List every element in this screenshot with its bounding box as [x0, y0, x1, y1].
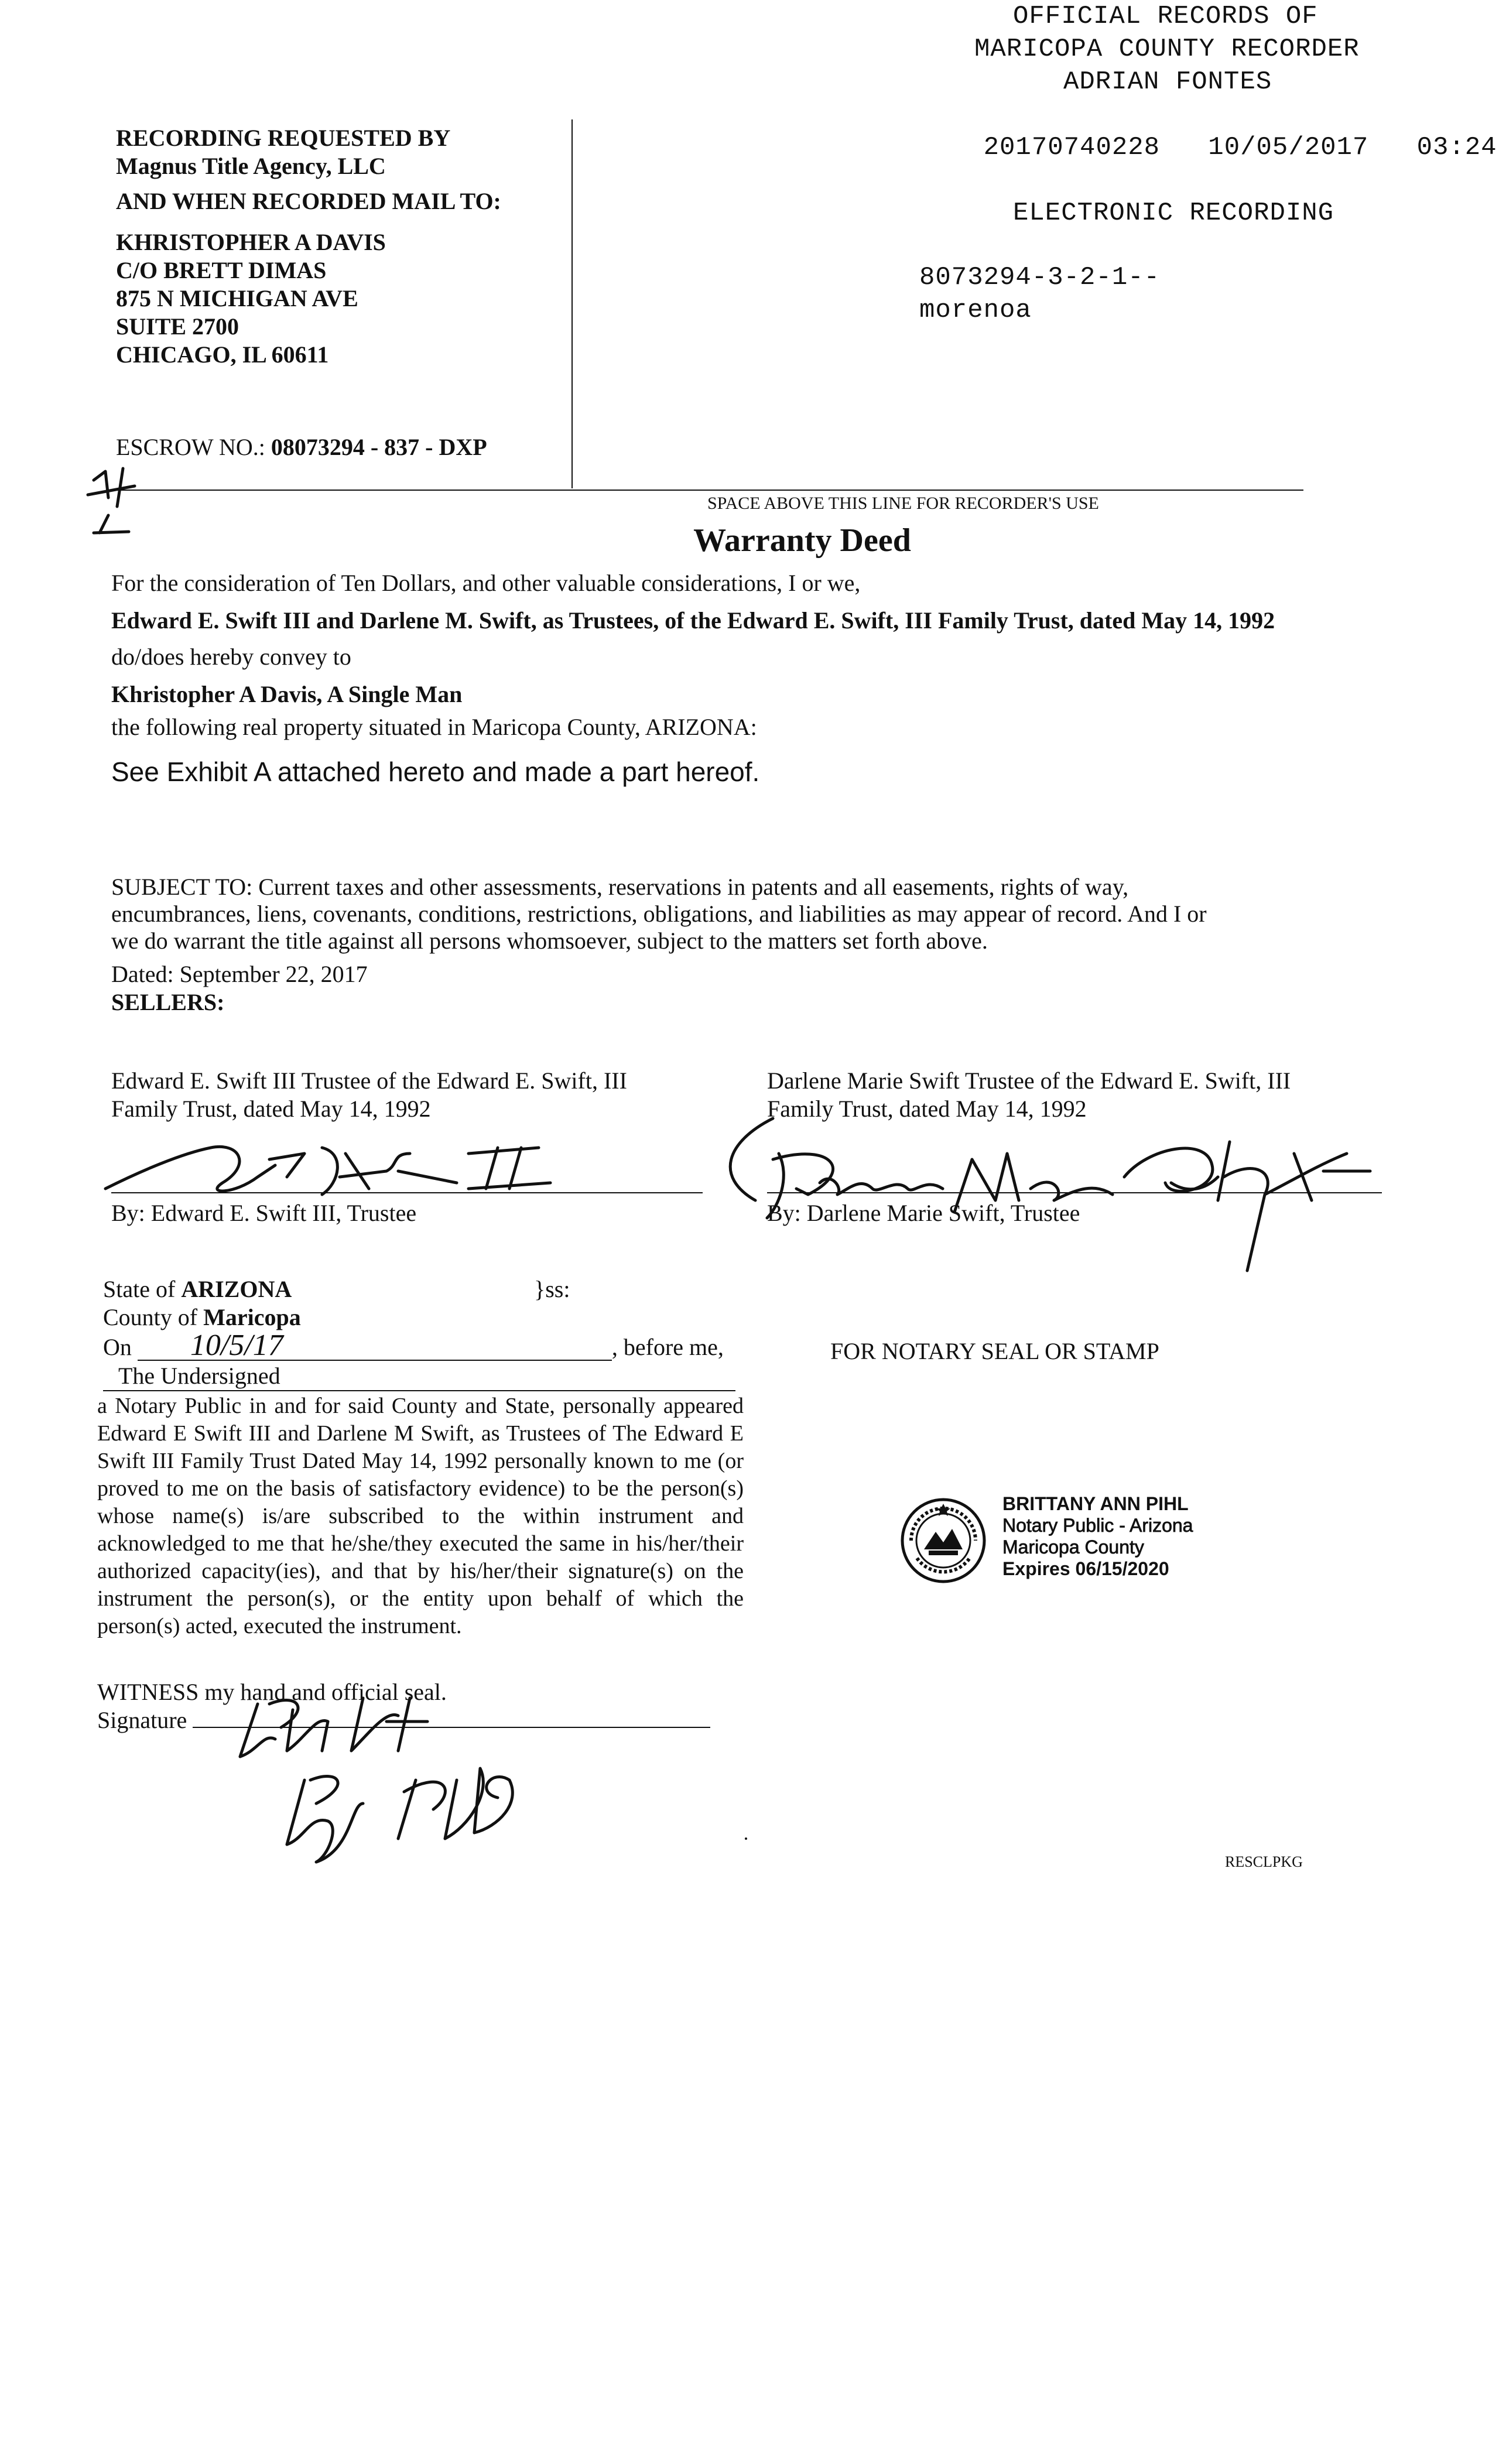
seller2-by: By: Darlene Marie Swift, Trustee	[767, 1200, 1080, 1226]
recorder-stamp-line1: OFFICIAL RECORDS OF	[1013, 2, 1318, 31]
arizona-seal-icon	[899, 1497, 987, 1585]
before-me-label: , before me,	[611, 1334, 724, 1360]
grantors-text: Edward E. Swift III and Darlene M. Swift, as Trustees, of the Edward E. Swift, III Family Trust, dated May 14, 1992	[111, 607, 1275, 634]
stamp-text	[1002, 1493, 1193, 1580]
witness-line: WITNESS my hand and official seal.	[97, 1679, 447, 1705]
recording-number: 20170740228	[983, 133, 1161, 162]
escrow-line	[116, 433, 487, 461]
requested-by-heading: RECORDING REQUESTED BY	[116, 125, 451, 151]
stamp-title: Notary Public - Arizona	[1002, 1515, 1193, 1536]
seller1-by: By: Edward E. Swift III, Trustee	[111, 1200, 417, 1226]
mail-to-line-2: C/O BRETT DIMAS	[116, 257, 327, 283]
county-label: County of	[103, 1304, 198, 1330]
seller1-title-line2: Family Trust, dated May 14, 1992	[111, 1096, 431, 1122]
stray-dot	[745, 1837, 747, 1840]
consideration-text: For the consideration of Ten Dollars, and other valuable considerations, I or we,	[111, 570, 861, 596]
deed-body	[111, 569, 1282, 788]
recording-date: 10/05/2017	[1208, 133, 1369, 162]
stamp-name: BRITTANY ANN PIHL	[1002, 1493, 1189, 1514]
deed-title: Warranty Deed	[693, 522, 911, 559]
requested-by-block	[116, 124, 561, 369]
header-divider	[571, 119, 573, 488]
footer-code: RESCLPKG	[1225, 1853, 1303, 1870]
sellers-label: SELLERS:	[111, 989, 225, 1015]
notary-on-line	[103, 1329, 747, 1362]
mail-to-heading: AND WHEN RECORDED MAIL TO:	[116, 188, 501, 214]
mail-to-line-1: KHRISTOPHER A DAVIS	[116, 229, 386, 255]
recorder-stamp	[919, 0, 1497, 327]
escrow-label: ESCROW NO.:	[116, 434, 265, 460]
signature-label: Signature	[97, 1707, 187, 1733]
subject-to-text: SUBJECT TO: Current taxes and other assessments, reservations in patents and all easements, rights of way, encumbrances, liens, covenants, conditions, restrictions, obligations, and liabilities as may appear of record. And I or we do warrant the title against all persons whomsoever, subject to the matters set forth above.	[111, 874, 1207, 954]
stamp-expires: Expires 06/15/2020	[1002, 1558, 1169, 1579]
seller1-signature-line	[111, 1192, 703, 1193]
mail-to-line-3: 875 N MICHIGAN AVE	[116, 285, 358, 312]
escrow-number: 08073294 - 837 - DXP	[271, 434, 487, 460]
property-text: the following real property situated in Maricopa County, ARIZONA:	[111, 714, 757, 740]
notary-county-line	[103, 1303, 301, 1332]
recorder-ref: 8073294-3-2-1--	[919, 263, 1161, 292]
county-name: Maricopa	[203, 1304, 301, 1330]
recorder-stamp-line3: ADRIAN FONTES	[1063, 67, 1272, 97]
stamp-county: Maricopa County	[1002, 1536, 1144, 1558]
notary-undersigned-line	[103, 1362, 735, 1391]
recorder-stamp-line5: ELECTRONIC RECORDING	[1013, 199, 1334, 228]
recorder-user: morenoa	[919, 296, 1032, 325]
seller2-signature	[703, 1101, 1382, 1288]
state-name: ARIZONA	[181, 1276, 292, 1302]
notary-state-line	[103, 1275, 630, 1303]
notary-seal-label: FOR NOTARY SEAL OR STAMP	[830, 1338, 1159, 1364]
mail-to-line-5: CHICAGO, IL 60611	[116, 341, 329, 368]
requested-by-company: Magnus Title Agency, LLC	[116, 153, 386, 179]
on-label: On	[103, 1334, 132, 1360]
recorder-line	[115, 490, 1303, 491]
dated-text: Dated: September 22, 2017	[111, 961, 368, 987]
convey-text: do/does hereby convey to	[111, 644, 351, 670]
exhibit-text: See Exhibit A attached hereto and made a part hereof.	[111, 757, 760, 787]
recorder-stamp-line4	[919, 98, 1497, 197]
subject-to-block	[111, 874, 1212, 1017]
undersigned-text: The Undersigned	[118, 1363, 280, 1389]
mail-to-line-4: SUITE 2700	[116, 313, 239, 340]
seller1-title-line1: Edward E. Swift III Trustee of the Edward E. Swift, III	[111, 1067, 627, 1094]
seller1-block	[111, 1067, 709, 1123]
seller2-title-line1: Darlene Marie Swift Trustee of the Edward E. Swift, III	[767, 1067, 1291, 1094]
recorder-use-label: SPACE ABOVE THIS LINE FOR RECORDER'S USE	[707, 494, 1099, 513]
grantee-text: Khristopher A Davis, A Single Man	[111, 681, 463, 707]
recording-time: 03:24	[1416, 133, 1497, 162]
recorder-stamp-line2: MARICOPA COUNTY RECORDER	[974, 35, 1360, 64]
seller2-signature-line	[767, 1192, 1382, 1193]
notary-body: a Notary Public in and for said County and State, personally appeared Edward E Swift III and Darlene M Swift, as Trustees of The Edward E Swift III Family Trust Dated May 14, 1992 personally known to me (or proved to me on the basis of satisfactory evidence) to be the person(s) whose name(s) is/are subscribed to the within instrument and acknowledged to me that he/she/they executed the same in his/her/their authorized capacity(ies), and that by his/her/their signature(s) on the instrument the person(s), or the entity upon behalf of which the person(s) acted, executed the instrument.	[97, 1394, 744, 1638]
on-date	[138, 1329, 612, 1362]
notary-stamp	[899, 1493, 1309, 1593]
seller2-title-line2: Family Trust, dated May 14, 1992	[767, 1096, 1087, 1122]
ss-label: }ss:	[534, 1276, 570, 1302]
undersigned-name	[103, 1362, 735, 1391]
state-label: State of	[103, 1276, 176, 1302]
notary-signature	[223, 1686, 586, 1868]
on-date-value: 10/5/17	[190, 1329, 283, 1362]
